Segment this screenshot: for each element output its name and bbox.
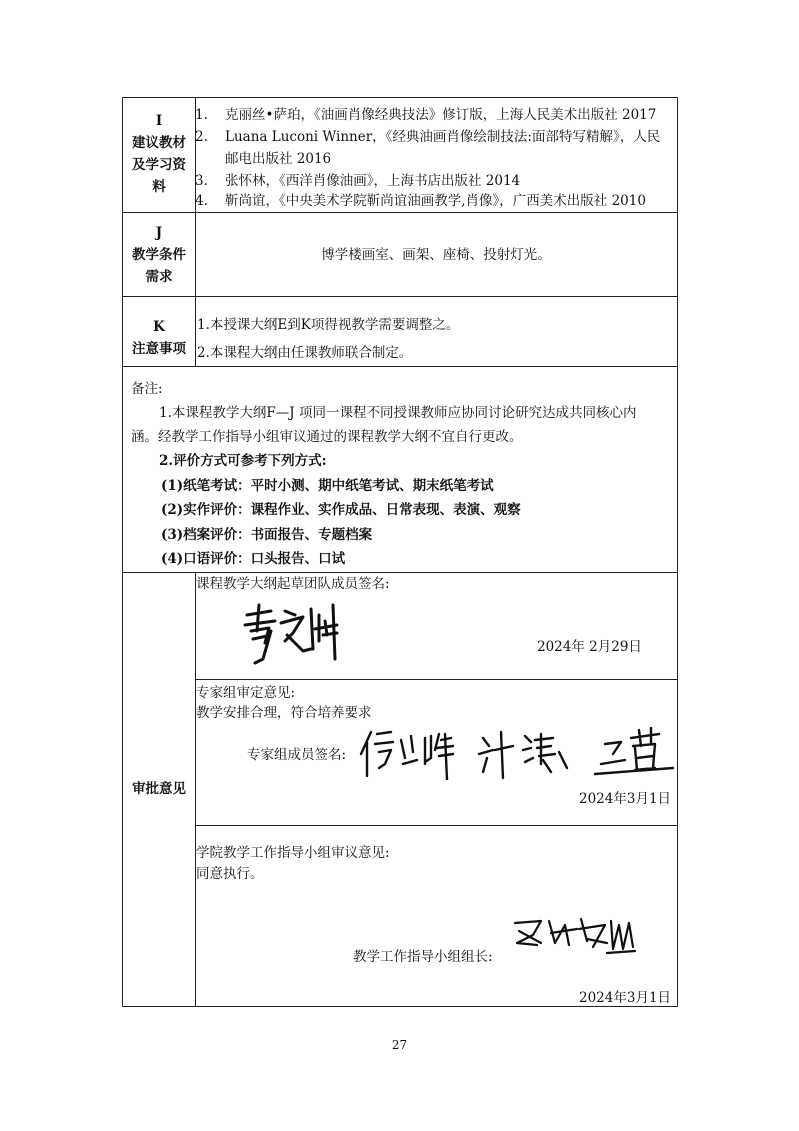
conditions-text: 博学楼画室、画架、座椅、投射灯光。: [321, 247, 551, 263]
page-number: 27: [391, 1038, 408, 1052]
drafting-label: 课程教学大纲起草团队成员签名:: [196, 576, 390, 592]
material-item-2-line-1: Luana Luconi Winner，《经典油画肖像绘制技法:面部特写精解》，人民: [225, 129, 661, 145]
material-item-4: 靳尚谊，《中央美术学院靳尚谊油画教学,肖像》，广西美术出版社 2010: [225, 193, 646, 209]
row-divider: [123, 572, 677, 573]
row-divider: [123, 296, 677, 297]
remarks-title: 备注:: [131, 381, 163, 397]
remarks-heading2: 2.评价方式可参考下列方式:: [159, 453, 327, 469]
remarks-para1-line2: 涵。经教学工作指导小组审议通过的课程教学大纲不宜自行更改。: [131, 429, 523, 445]
leader-signature: [507, 913, 637, 957]
header-column-divider: [195, 572, 196, 1006]
college-label: 学院教学工作指导小组审议意见:: [196, 845, 390, 861]
approval-divider: [195, 825, 677, 826]
materials-header: I 建议教材 及学习资 料: [132, 113, 186, 195]
notes-header: K 注意事项: [132, 319, 186, 357]
college-sign-label: 教学工作指导小组组长:: [353, 949, 493, 965]
material-num-2: 2.: [195, 129, 208, 145]
approval-header: 审批意见: [132, 781, 186, 797]
remarks-method-1: (1)纸笔考试：平时小测、期中纸笔考试、期末纸笔考试: [161, 478, 494, 494]
expert-date: 2024年3月1日: [579, 791, 672, 807]
drafter-signature: [241, 601, 347, 669]
college-opinion: 同意执行。: [196, 866, 264, 882]
approval-divider: [195, 679, 677, 680]
expert-opinion: 教学安排合理，符合培养要求: [196, 705, 372, 721]
expert-label: 专家组审定意见:: [196, 685, 296, 701]
row-divider: [123, 212, 677, 213]
note-item-1: 1.本授课大纲E到K项得视教学需要调整之。: [197, 317, 460, 333]
remarks-method-4: (4)口语评价：口头报告、口试: [161, 551, 346, 567]
remarks-method-3: (3)档案评价：书面报告、专题档案: [161, 527, 373, 543]
material-item-2-line-2: 邮电出版社 2016: [225, 151, 332, 167]
row-divider: [123, 366, 677, 367]
remarks-method-2: (2)实作评价：课程作业、实作成品、日常表现、表演、观察: [161, 502, 521, 518]
material-num-4: 4.: [195, 193, 208, 209]
syllabus-table: [122, 97, 678, 1007]
material-item-3: 张怀林，《西洋肖像油画》，上海书店出版社 2014: [225, 173, 521, 189]
material-num-3: 3.: [195, 173, 208, 189]
drafting-date: 2024年 2月29日: [537, 639, 642, 655]
conditions-header: J 教学条件 需求: [132, 225, 186, 285]
expert-signatures: [355, 724, 675, 780]
expert-sign-label: 专家组成员签名:: [247, 747, 347, 763]
college-date: 2024年3月1日: [579, 990, 672, 1006]
remarks-para1-line1: 1.本课程教学大纲F—J 项同一课程不同授课教师应协同讨论研究达成共同核心内: [159, 405, 637, 421]
material-item-1: 克丽丝•萨珀，《油画肖像经典技法》修订版，上海人民美术出版社 2017: [225, 107, 657, 123]
material-num-1: 1.: [195, 107, 208, 123]
note-item-2: 2.本课程大纲由任课教师联合制定。: [197, 345, 413, 361]
